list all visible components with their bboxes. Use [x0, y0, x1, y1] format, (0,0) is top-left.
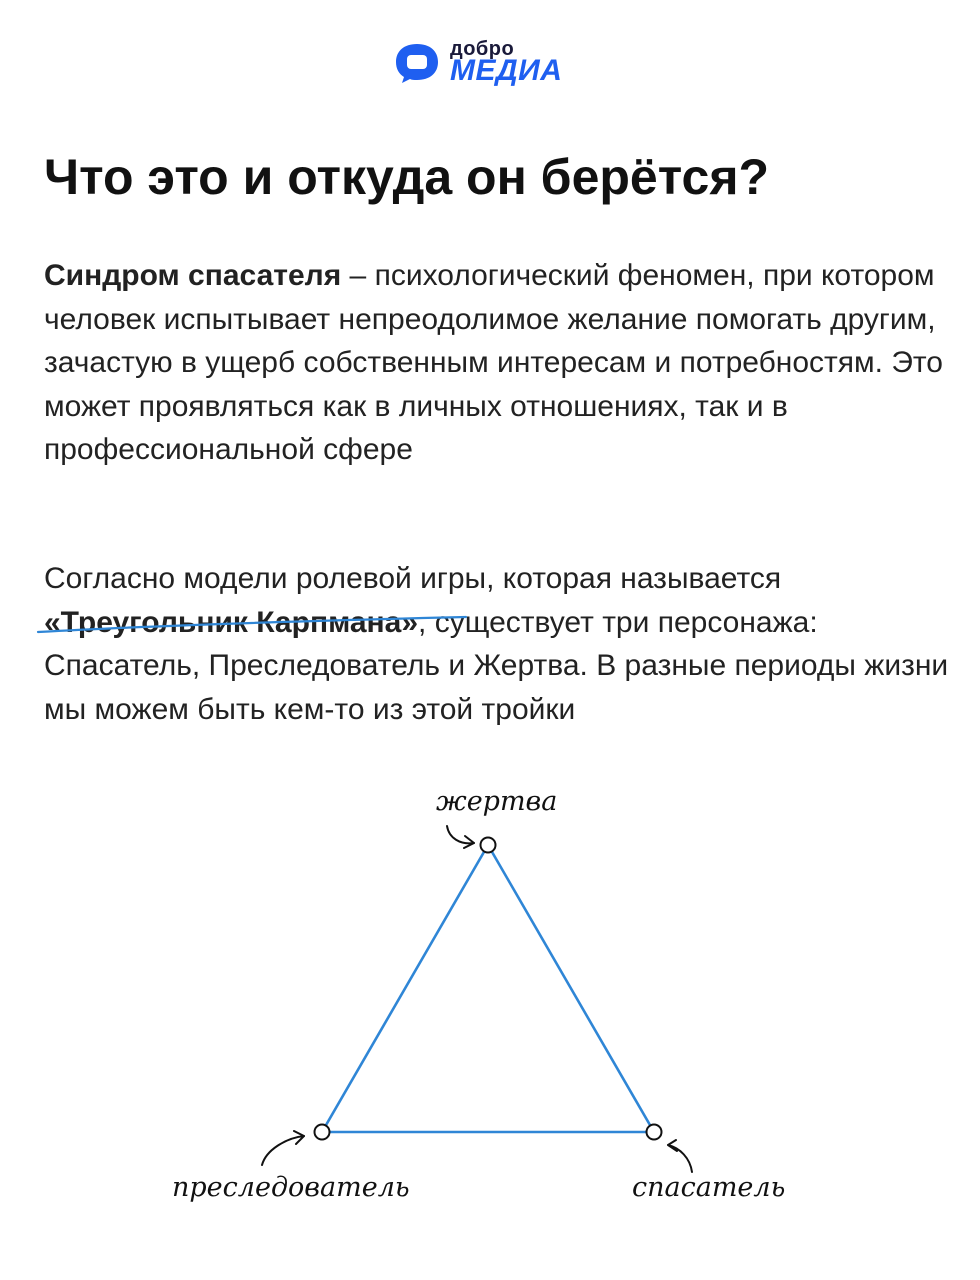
arrow-to-victim	[447, 826, 474, 848]
vertex-rescuer	[647, 1125, 662, 1140]
hand-drawn-underline	[36, 596, 476, 636]
karpman-paragraph	[44, 557, 954, 731]
vertex-victim	[481, 838, 496, 853]
label-persecutor: преследователь	[172, 1172, 410, 1203]
triangle	[322, 845, 654, 1132]
definition-term: Синдром спасателя	[44, 259, 342, 292]
arrow-to-persecutor	[262, 1131, 304, 1165]
brand-logo	[394, 38, 594, 90]
vertex-persecutor	[315, 1125, 330, 1140]
definition-text: – психологический феномен, при котором человек испытывает непреодолимое желание помогать другим, зачастую в ущерб собственным интересам и потребностям. Это может проявляться как в личных отношениях, так и в профессиональной сфере	[44, 259, 943, 466]
brand-name-bottom: МЕДИА	[450, 54, 563, 87]
karpman-text-before: Согласно модели ролевой игры, которая называется	[44, 562, 782, 595]
brand-name-top: добро	[450, 38, 515, 60]
page-title: Что это и откуда он берётся?	[44, 149, 770, 205]
karpman-triangle-diagram	[0, 760, 980, 1240]
label-rescuer: спасатель	[632, 1172, 786, 1203]
karpman-text-after: , существует три персонажа: Спасатель, Преследователь и Жертва. В разные периоды жизни мы можем быть кем-то из этой тройки	[44, 605, 949, 726]
definition-paragraph	[44, 254, 954, 472]
karpman-term: «Треугольник Карпмана»	[44, 605, 419, 639]
arrow-to-rescuer	[668, 1140, 692, 1172]
chat-bubble-icon	[394, 42, 440, 84]
label-victim: жертва	[436, 786, 558, 817]
